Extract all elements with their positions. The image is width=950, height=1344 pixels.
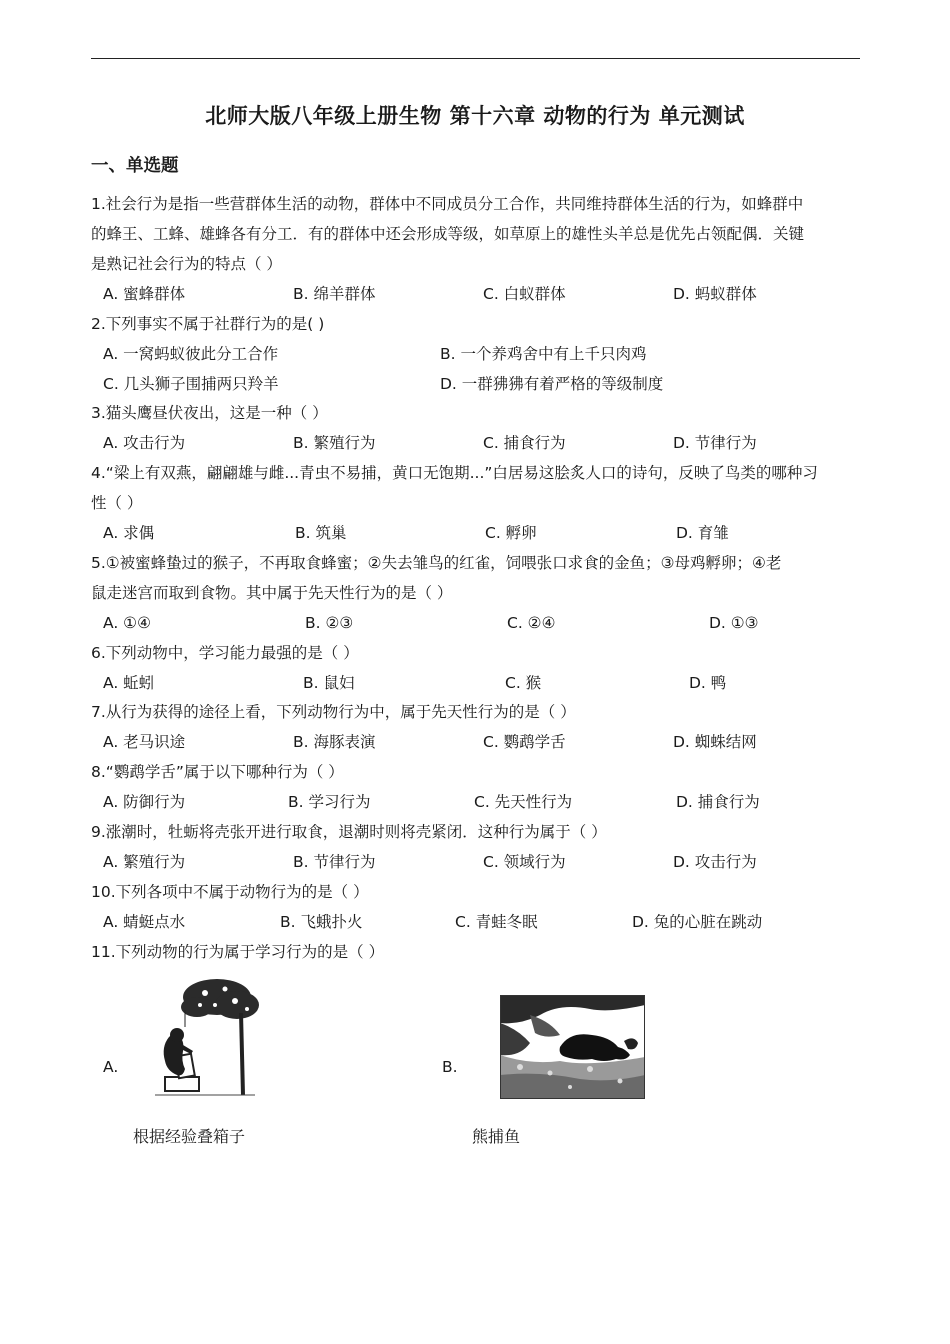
question-5-line-1: 5.①被蜜蜂蛰过的猴子，不再取食蜂蜜；②失去雏鸟的红雀，饲喂张口求食的金鱼；③母鸡孵卵；④老	[91, 554, 782, 572]
question-9-option-a[interactable]: A. 繁殖行为	[103, 853, 186, 871]
question-2-line-1: 2.下列事实不属于社群行为的是( )	[91, 315, 325, 333]
question-2-option-d[interactable]: D. 一群狒狒有着严格的等级制度	[440, 375, 664, 393]
question-10-option-a[interactable]: A. 蜻蜓点水	[103, 913, 186, 931]
question-5-option-a[interactable]: A. ①④	[103, 614, 151, 632]
question-5-option-c[interactable]: C. ②④	[507, 614, 556, 632]
question-4-option-d[interactable]: D. 育雏	[676, 524, 729, 542]
top-rule	[91, 58, 860, 59]
question-8-option-d[interactable]: D. 捕食行为	[676, 793, 760, 811]
question-3-line-1: 3.猫头鹰昼伏夜出，这是一种（ ）	[91, 404, 328, 422]
question-4-line-1: 4.“梁上有双燕，翩翩雄与雌...青虫不易捕，黄口无饱期...”白居易这脍炙人口的诗句，反映了鸟类的哪种习	[91, 464, 818, 482]
question-4-option-b[interactable]: B. 筑巢	[295, 524, 347, 542]
question-5-line-2: 鼠走迷宫而取到食物。其中属于先天性行为的是（ ）	[91, 584, 453, 602]
question-7-option-b[interactable]: B. 海豚表演	[293, 733, 376, 751]
question-2-option-c[interactable]: C. 几头狮子围捕两只羚羊	[103, 375, 279, 393]
question-6-option-a[interactable]: A. 蚯蚓	[103, 674, 155, 692]
section-heading: 一、单选题	[91, 156, 179, 176]
question-10-option-c[interactable]: C. 青蛙冬眠	[455, 913, 538, 931]
question-1-line-2: 的蜂王、工蜂、雄蜂各有分工．有的群体中还会形成等级，如草原上的雄性头羊总是优先占领配偶．关键	[91, 225, 805, 243]
question-6-option-b[interactable]: B. 鼠妇	[303, 674, 355, 692]
question-10-option-d[interactable]: D. 兔的心脏在跳动	[632, 913, 763, 931]
question-1-option-b[interactable]: B. 绵羊群体	[293, 285, 376, 303]
question-5-option-d[interactable]: D. ①③	[709, 614, 759, 632]
question-7-option-d[interactable]: D. 蜘蛛结网	[673, 733, 757, 751]
question-4-option-a[interactable]: A. 求偶	[103, 524, 155, 542]
question-11-option-b-label[interactable]: B.	[442, 1058, 458, 1076]
question-7-option-a[interactable]: A. 老马识途	[103, 733, 186, 751]
question-1-line-3: 是熟记社会行为的特点（ ）	[91, 255, 282, 273]
question-3-option-b[interactable]: B. 繁殖行为	[293, 434, 376, 452]
question-10-option-b[interactable]: B. 飞蛾扑火	[280, 913, 363, 931]
question-9-option-d[interactable]: D. 攻击行为	[673, 853, 757, 871]
question-2-option-b[interactable]: B. 一个养鸡舍中有上千只肉鸡	[440, 345, 647, 363]
question-5-option-b[interactable]: B. ②③	[305, 614, 354, 632]
question-11-option-a-caption: 根据经验叠箱子	[133, 1127, 246, 1146]
question-8-line-1: 8.“鹦鹉学舌”属于以下哪种行为（ ）	[91, 763, 344, 781]
question-1-option-c[interactable]: C. 白蚁群体	[483, 285, 566, 303]
question-3-option-a[interactable]: A. 攻击行为	[103, 434, 186, 452]
page-title: 北师大版八年级上册生物 第十六章 动物的行为 单元测试	[205, 104, 745, 128]
question-8-option-c[interactable]: C. 先天性行为	[474, 793, 573, 811]
question-3-option-c[interactable]: C. 捕食行为	[483, 434, 566, 452]
question-6-option-d[interactable]: D. 鸭	[689, 674, 727, 692]
question-6-line-1: 6.下列动物中，学习能力最强的是（ ）	[91, 644, 359, 662]
question-1-option-d[interactable]: D. 蚂蚁群体	[673, 285, 757, 303]
question-1-option-a[interactable]: A. 蜜蜂群体	[103, 285, 186, 303]
question-9-line-1: 9.涨潮时，牡蛎将壳张开进行取食，退潮时则将壳紧闭．这种行为属于（ ）	[91, 823, 607, 841]
question-10-line-1: 10.下列各项中不属于动物行为的是（ ）	[91, 883, 369, 901]
question-9-option-b[interactable]: B. 节律行为	[293, 853, 376, 871]
question-6-option-c[interactable]: C. 猴	[505, 674, 542, 692]
chimpanzee-stacking-boxes-image	[155, 975, 265, 1100]
question-11-line-1: 11.下列动物的行为属于学习行为的是（ ）	[91, 943, 385, 961]
question-7-option-c[interactable]: C. 鹦鹉学舌	[483, 733, 566, 751]
question-4-line-2: 性（ ）	[91, 494, 143, 512]
question-2-option-a[interactable]: A. 一窝蚂蚁彼此分工合作	[103, 345, 279, 363]
question-11-option-a-label[interactable]: A.	[103, 1058, 119, 1076]
question-3-option-d[interactable]: D. 节律行为	[673, 434, 757, 452]
question-4-option-c[interactable]: C. 孵卵	[485, 524, 537, 542]
question-8-option-a[interactable]: A. 防御行为	[103, 793, 186, 811]
question-11-option-b-caption: 熊捕鱼	[472, 1127, 521, 1146]
question-8-option-b[interactable]: B. 学习行为	[288, 793, 371, 811]
bear-catching-fish-image	[500, 995, 645, 1099]
question-7-line-1: 7.从行为获得的途径上看，下列动物行为中，属于先天性行为的是（ ）	[91, 703, 576, 721]
question-1-line-1: 1.社会行为是指一些营群体生活的动物，群体中不同成员分工合作，共同维持群体生活的行为，如蜂群中	[91, 195, 804, 213]
question-9-option-c[interactable]: C. 领域行为	[483, 853, 566, 871]
